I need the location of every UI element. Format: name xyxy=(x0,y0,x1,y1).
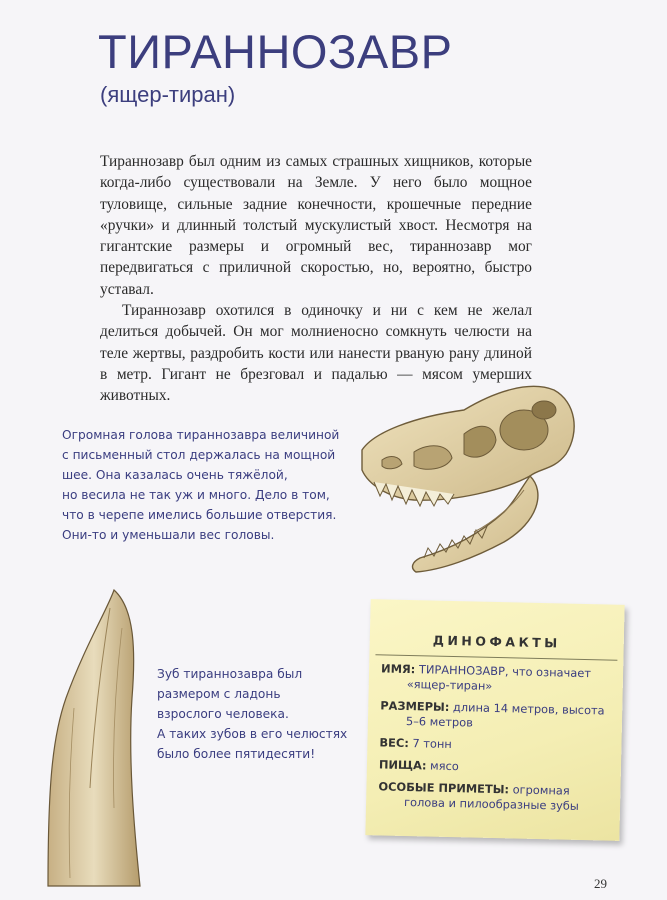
dino-facts-note xyxy=(365,599,624,841)
fact-name-value-cont: «ящер-тиран» xyxy=(406,676,493,693)
page-number: 29 xyxy=(594,876,607,891)
fact-special-label: ОСОБЫЕ ПРИМЕТЫ: xyxy=(378,779,510,797)
paragraph-1: Тираннозавр был одним из самых страшных хищников, которые когда-либо существовали на Земле. У него было мощное туловище, сильные задние конечности, крошечные передние «ручки» и длинный толстый мускулистый хвост. Несмотря на гигантские размеры и огромный вес, тираннозавр мог передвигаться с приличной скоростью, но, вероятно, быстро уставал. xyxy=(100,153,532,298)
trex-tooth-illustration xyxy=(44,588,154,888)
fact-special-value: огромная xyxy=(512,782,570,798)
fact-size xyxy=(380,698,611,733)
tooth-caption: Зуб тираннозавра был размером с ладонь взрослого человека. А таких зубов в его челюстях было более пятидесяти! xyxy=(157,667,348,761)
trex-skull-illustration xyxy=(354,372,584,587)
fact-food-label: ПИЩА: xyxy=(378,757,427,773)
fact-special-value-cont: голова и пилообразные зубы xyxy=(403,794,580,813)
fact-food xyxy=(379,757,609,777)
fact-name xyxy=(381,661,612,696)
fact-food-value: мясо xyxy=(429,758,459,774)
article-body xyxy=(100,151,532,407)
fact-size-value: длина 14 метров, высота xyxy=(452,700,605,718)
page-title: ТИРАННОЗАВР xyxy=(98,25,453,78)
page-subtitle: (ящер-тиран) xyxy=(100,82,236,107)
fact-name-value: ТИРАННОЗАВР, что означает xyxy=(418,662,592,681)
paragraph-2: Тираннозавр охотился в одиночку и ни с кем не желал делиться добычей. Он мог молниеносно сомкнуть челюсти на теле жертвы, раздробить кости или нанести рваную рану длиной в метр. Гигант не брезговал и падалью — мясом умерших животных. xyxy=(100,302,532,405)
fact-special xyxy=(378,779,609,814)
facts-list xyxy=(366,661,623,815)
fact-weight xyxy=(379,735,609,755)
fact-weight-label: ВЕС: xyxy=(379,735,410,751)
facts-divider xyxy=(375,654,617,660)
facts-heading: ДИНОФАКТЫ xyxy=(432,632,561,651)
fact-size-value-cont: 5–6 метров xyxy=(405,713,474,730)
fact-name-label: ИМЯ: xyxy=(380,661,416,677)
fact-weight-value: 7 тонн xyxy=(412,736,452,752)
fact-size-label: РАЗМЕРЫ: xyxy=(380,698,450,714)
skull-caption: Огромная голова тираннозавра величиной с письменный стол держалась на мощной шее. Она казалась очень тяжёлой, но весила не так уж и много. Дело в том, что в черепе имелись большие отверстия. Они-то и уменьшали вес головы. xyxy=(62,428,340,542)
